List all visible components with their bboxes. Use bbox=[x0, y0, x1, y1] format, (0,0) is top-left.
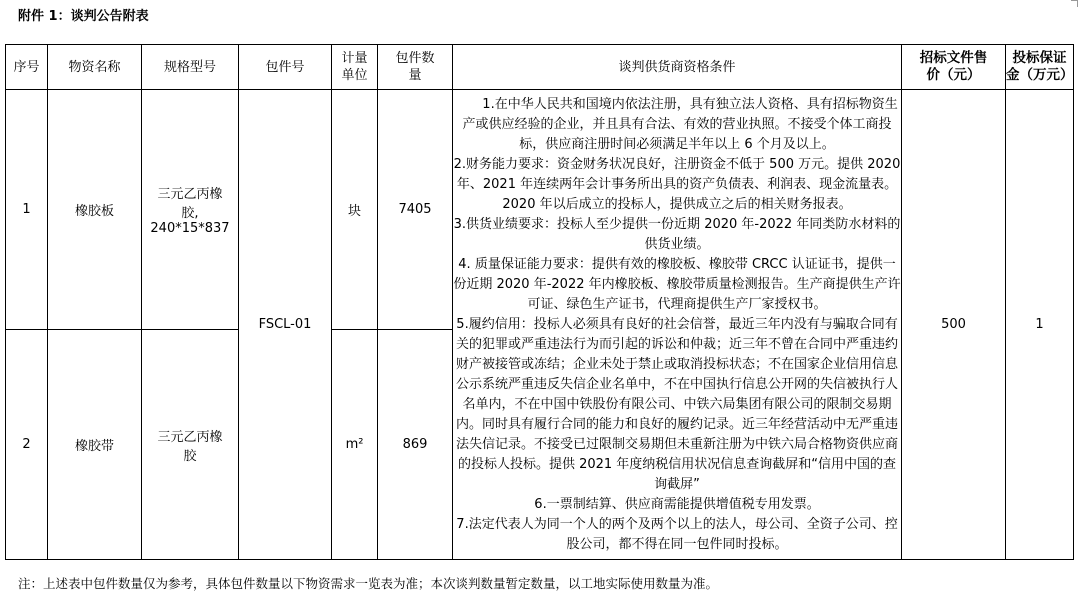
conditions-cell bbox=[453, 90, 902, 560]
condition-item: 7.法定代表人为同一个人的两个及两个以上的法人，母公司、全资子公司、控股公司，都不得在同一包件同时投标。 bbox=[456, 516, 898, 552]
condition-item: 4. 质量保证能力要求：提供有效的橡胶板、橡胶带 CRCC 认证证书，提供一份近期 2020 年-2022 年内橡胶板、橡胶带质量检测报告。生产商提供生产许可证、绿色生产证书，代理商提供生产厂家授权书。 bbox=[453, 256, 901, 312]
deposit-cell: 1 bbox=[1006, 90, 1074, 560]
header-unit bbox=[332, 45, 378, 90]
condition-item: 3.供货业绩要求：投标人至少提供一份近期 2020 年-2022 年同类防水材料的供货业绩。 bbox=[453, 216, 901, 252]
header-unit-line2: 单位 bbox=[341, 68, 368, 83]
header-price-line1: 招标文件售 bbox=[919, 50, 988, 66]
row-seq: 2 bbox=[6, 330, 48, 560]
row-name: 橡胶板 bbox=[48, 90, 142, 330]
header-row bbox=[6, 45, 1074, 90]
row-spec-line3: 240*15*837 bbox=[150, 221, 230, 236]
header-deposit-line2: 金（万元） bbox=[1006, 67, 1074, 83]
condition-item: 5.履约信用：投标人必须具有良好的社会信誉，最近三年内没有与骗取合同有关的犯罪或严重违法行为而引起的诉讼和仲裁；近三年不曾在合同中严重违约财产被接管或冻结；企业未处于禁止或取消投标状态；不在国家企业信用信息公示系统严重违反失信企业名单中，不在中国执行信息公开网的失信被执行人名单内，不在中国中铁股份有限公司、中铁六局集团有限公司的限制交易期内。同时具有履行合同的能力和良好的履约记录。近三年经营活动中无严重违法失信记录。不接受已过限制交易期但未重新注册为中铁六局合格物资供应商的投标人投标。提供 2021 年度纳税信用状况信息查询截屏和“信用中国的查询截屏” bbox=[455, 316, 898, 492]
row-quantity: 7405 bbox=[378, 90, 453, 330]
header-package: 包件号 bbox=[239, 45, 332, 90]
row-spec bbox=[142, 330, 239, 560]
header-price-line2: 价（元） bbox=[926, 67, 981, 83]
row-unit: 块 bbox=[332, 90, 378, 330]
row-spec-line1: 三元乙丙橡 bbox=[157, 187, 223, 202]
price-cell: 500 bbox=[902, 90, 1006, 560]
header-quantity bbox=[378, 45, 453, 90]
condition-item: 1.在中华人民共和国境内依法注册，具有独立法人资格、具有招标物资生产或供应经验的企业，并且具有合法、有效的营业执照。不接受个体工商投标，供应商注册时间必须满足半年以上 6 个月及以上。 bbox=[462, 96, 898, 152]
header-deposit bbox=[1006, 45, 1074, 90]
header-spec: 规格型号 bbox=[142, 45, 239, 90]
row-quantity: 869 bbox=[378, 330, 453, 560]
corner-mark bbox=[1071, 0, 1078, 7]
header-qty-line2: 量 bbox=[408, 68, 422, 83]
row-unit: m² bbox=[332, 330, 378, 560]
header-name: 物资名称 bbox=[48, 45, 142, 90]
condition-item: 2.财务能力要求：资金财务状况良好，注册资金不低于 500 万元。提供 2020 年、2021 年连续两年会计事务所出具的资产负债表、利润表、现金流量表。2020 年以后成立的投标人，提供成立之后的相关财务报表。 bbox=[453, 156, 901, 212]
page-title: 附件 1：谈判公告附表 bbox=[18, 9, 149, 24]
row-seq: 1 bbox=[6, 90, 48, 330]
table-row bbox=[6, 90, 1074, 330]
row-spec-line1: 三元乙丙橡 bbox=[157, 429, 223, 445]
row-name: 橡胶带 bbox=[48, 330, 142, 560]
row-spec bbox=[142, 90, 239, 330]
header-price bbox=[902, 45, 1006, 90]
footnote: 注：上述表中包件数量仅为参考，具体包件数量以下物资需求一览表为准；本次谈判数量暂定数量，以工地实际使用数量为准。 bbox=[18, 576, 719, 591]
row-spec-line2: 胶, bbox=[181, 206, 199, 221]
header-seq: 序号 bbox=[6, 45, 48, 90]
procurement-table bbox=[5, 44, 1074, 560]
header-conditions: 谈判供货商资格条件 bbox=[453, 45, 902, 90]
header-qty-line1: 包件数 bbox=[395, 51, 435, 66]
header-unit-line1: 计量 bbox=[341, 51, 368, 66]
condition-item: 6.一票制结算、供应商需能提供增值税专用发票。 bbox=[534, 496, 820, 512]
package-cell: FSCL-01 bbox=[239, 90, 332, 560]
row-spec-line2: 胶 bbox=[183, 448, 197, 464]
header-deposit-line1: 投标保证 bbox=[1012, 50, 1067, 66]
